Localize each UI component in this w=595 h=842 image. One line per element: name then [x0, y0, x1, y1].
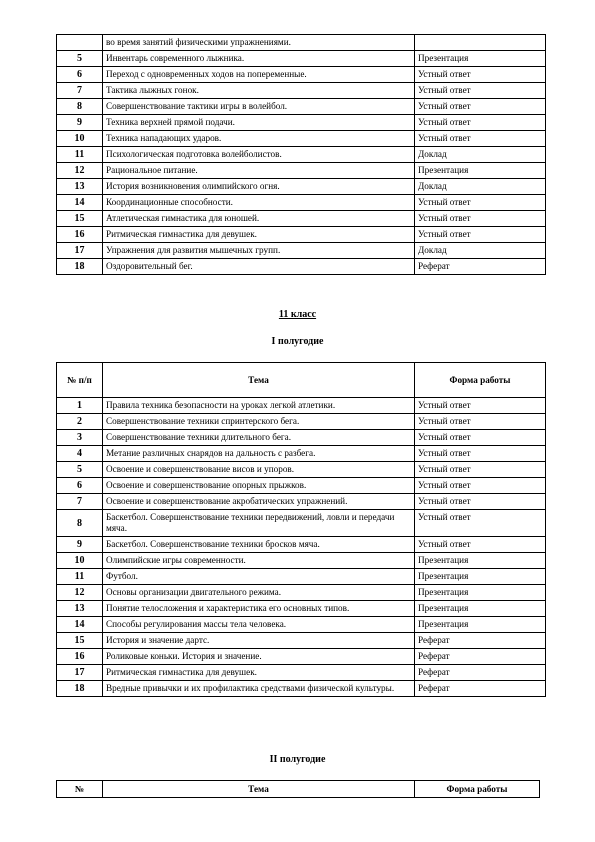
- cell-num: 1: [57, 398, 103, 414]
- cell-form: [415, 35, 546, 51]
- cell-topic: Освоение и совершенствование опорных прыжков.: [103, 478, 415, 494]
- column-header-number: №: [57, 781, 103, 798]
- cell-num: 12: [57, 585, 103, 601]
- cell-form: Реферат: [415, 665, 546, 681]
- table-row: [57, 478, 546, 494]
- table-header-row: [57, 363, 546, 398]
- cell-form: Реферат: [415, 681, 546, 697]
- table-header-row: [57, 781, 540, 798]
- cell-form: Устный ответ: [415, 462, 546, 478]
- table-row: [57, 446, 546, 462]
- cell-num: 13: [57, 601, 103, 617]
- cell-topic: Основы организации двигательного режима.: [103, 585, 415, 601]
- cell-topic: Футбол.: [103, 569, 415, 585]
- cell-topic: Техника нападающих ударов.: [103, 131, 415, 147]
- cell-num: 13: [57, 179, 103, 195]
- cell-num: 10: [57, 131, 103, 147]
- cell-form: Презентация: [415, 569, 546, 585]
- table-row: [57, 131, 546, 147]
- cell-num: 11: [57, 147, 103, 163]
- cell-topic: Переход с одновременных ходов на попеременные.: [103, 67, 415, 83]
- cell-form: Реферат: [415, 633, 546, 649]
- table-row: [57, 179, 546, 195]
- table-row: [57, 617, 546, 633]
- table-row: [57, 510, 546, 537]
- cell-form: Устный ответ: [415, 398, 546, 414]
- cell-form: Реферат: [415, 259, 546, 275]
- cell-form: Устный ответ: [415, 430, 546, 446]
- cell-num: 9: [57, 537, 103, 553]
- table-row: [57, 195, 546, 211]
- cell-topic: Совершенствование техники длительного бега.: [103, 430, 415, 446]
- table-row: [57, 494, 546, 510]
- cell-form: Устный ответ: [415, 83, 546, 99]
- table-row: [57, 227, 546, 243]
- second-half-topics-table: [56, 780, 540, 798]
- table-row: [57, 99, 546, 115]
- cell-topic: Роликовые коньки. История и значение.: [103, 649, 415, 665]
- cell-form: Презентация: [415, 617, 546, 633]
- table-row: [57, 163, 546, 179]
- cell-form: Устный ответ: [415, 227, 546, 243]
- cell-form: Презентация: [415, 51, 546, 67]
- cell-form: Презентация: [415, 585, 546, 601]
- table-row: [57, 35, 546, 51]
- first-half-heading: I полугодие: [271, 336, 324, 347]
- cell-topic: История и значение дартс.: [103, 633, 415, 649]
- cell-form: Устный ответ: [415, 115, 546, 131]
- cell-topic: Олимпийские игры современности.: [103, 553, 415, 569]
- cell-form: Устный ответ: [415, 99, 546, 115]
- column-header-topic: Тема: [103, 363, 415, 398]
- column-header-form: Форма работы: [415, 363, 546, 398]
- cell-topic: Ритмическая гимнастика для девушек.: [103, 665, 415, 681]
- first-half-topics-table: [56, 362, 546, 697]
- cell-num: 8: [57, 510, 103, 537]
- table-row: [57, 553, 546, 569]
- cell-num: 12: [57, 163, 103, 179]
- cell-form: Устный ответ: [415, 67, 546, 83]
- cell-form: Устный ответ: [415, 510, 546, 537]
- cell-num: 6: [57, 478, 103, 494]
- cell-form: Устный ответ: [415, 211, 546, 227]
- cell-form: Реферат: [415, 649, 546, 665]
- cell-topic: Оздоровительный бег.: [103, 259, 415, 275]
- cell-form: Презентация: [415, 553, 546, 569]
- table-row: [57, 633, 546, 649]
- table-row: [57, 665, 546, 681]
- topics-table-continued-body: [57, 35, 546, 275]
- cell-num: 10: [57, 553, 103, 569]
- cell-num: 6: [57, 67, 103, 83]
- cell-num: 16: [57, 227, 103, 243]
- cell-form: Устный ответ: [415, 478, 546, 494]
- cell-form: Устный ответ: [415, 494, 546, 510]
- cell-form: Устный ответ: [415, 537, 546, 553]
- cell-num: 7: [57, 494, 103, 510]
- cell-topic: Инвентарь современного лыжника.: [103, 51, 415, 67]
- table-row: [57, 147, 546, 163]
- table-row: [57, 398, 546, 414]
- first-half-topics-body: [57, 398, 546, 697]
- cell-num: 18: [57, 681, 103, 697]
- table-row: [57, 67, 546, 83]
- cell-topic: Совершенствование тактики игры в волейбол.: [103, 99, 415, 115]
- cell-topic: Ритмическая гимнастика для девушек.: [103, 227, 415, 243]
- cell-form: Устный ответ: [415, 414, 546, 430]
- cell-topic: Освоение и совершенствование висов и упоров.: [103, 462, 415, 478]
- cell-topic: Техника верхней прямой подачи.: [103, 115, 415, 131]
- table-row: [57, 211, 546, 227]
- cell-num: [57, 35, 103, 51]
- cell-form: Презентация: [415, 601, 546, 617]
- cell-topic: Баскетбол. Совершенствование техники бросков мяча.: [103, 537, 415, 553]
- cell-form: Устный ответ: [415, 195, 546, 211]
- table-row: [57, 585, 546, 601]
- table-row: [57, 601, 546, 617]
- column-header-topic: Тема: [103, 781, 415, 798]
- table-row: [57, 462, 546, 478]
- cell-num: 5: [57, 51, 103, 67]
- table-row: [57, 83, 546, 99]
- table-row: [57, 259, 546, 275]
- cell-num: 11: [57, 569, 103, 585]
- table-row: [57, 115, 546, 131]
- cell-num: 17: [57, 243, 103, 259]
- table-row: [57, 649, 546, 665]
- cell-topic: Тактика лыжных гонок.: [103, 83, 415, 99]
- cell-topic: во время занятий физическими упражнениями.: [103, 35, 415, 51]
- cell-num: 15: [57, 211, 103, 227]
- cell-num: 4: [57, 446, 103, 462]
- cell-topic: История возникновения олимпийского огня.: [103, 179, 415, 195]
- cell-topic: Понятие телосложения и характеристика его основных типов.: [103, 601, 415, 617]
- cell-num: 18: [57, 259, 103, 275]
- topics-table-continued: [56, 34, 546, 275]
- table-row: [57, 569, 546, 585]
- table-row: [57, 243, 546, 259]
- cell-topic: Правила техника безопасности на уроках легкой атлетики.: [103, 398, 415, 414]
- cell-form: Устный ответ: [415, 446, 546, 462]
- cell-num: 9: [57, 115, 103, 131]
- cell-topic: Атлетическая гимнастика для юношей.: [103, 211, 415, 227]
- cell-num: 2: [57, 414, 103, 430]
- cell-form: Доклад: [415, 147, 546, 163]
- cell-num: 5: [57, 462, 103, 478]
- cell-num: 16: [57, 649, 103, 665]
- table-row: [57, 51, 546, 67]
- cell-topic: Упражнения для развития мышечных групп.: [103, 243, 415, 259]
- cell-topic: Координационные способности.: [103, 195, 415, 211]
- cell-num: 7: [57, 83, 103, 99]
- cell-topic: Метание различных снарядов на дальность с разбега.: [103, 446, 415, 462]
- cell-num: 15: [57, 633, 103, 649]
- table-row: [57, 681, 546, 697]
- table-row: [57, 430, 546, 446]
- cell-topic: Психологическая подготовка волейболистов.: [103, 147, 415, 163]
- cell-num: 3: [57, 430, 103, 446]
- cell-form: Доклад: [415, 179, 546, 195]
- cell-form: Доклад: [415, 243, 546, 259]
- cell-topic: Совершенствование техники спринтерского бега.: [103, 414, 415, 430]
- cell-num: 14: [57, 195, 103, 211]
- table-row: [57, 414, 546, 430]
- second-half-heading: II полугодие: [269, 754, 326, 765]
- cell-topic: Рациональное питание.: [103, 163, 415, 179]
- cell-form: Устный ответ: [415, 131, 546, 147]
- cell-topic: Способы регулирования массы тела человека.: [103, 617, 415, 633]
- cell-num: 8: [57, 99, 103, 115]
- cell-num: 17: [57, 665, 103, 681]
- cell-form: Презентация: [415, 163, 546, 179]
- class-heading: 11 класс: [278, 309, 317, 320]
- cell-topic: Баскетбол. Совершенствование техники передвижений, ловли и передачи мяча.: [103, 510, 415, 537]
- cell-topic: Освоение и совершенствование акробатических упражнений.: [103, 494, 415, 510]
- cell-topic: Вредные привычки и их профилактика средствами физической культуры.: [103, 681, 415, 697]
- column-header-number: № п/п: [57, 363, 103, 398]
- column-header-form: Форма работы: [415, 781, 540, 798]
- table-row: [57, 537, 546, 553]
- cell-num: 14: [57, 617, 103, 633]
